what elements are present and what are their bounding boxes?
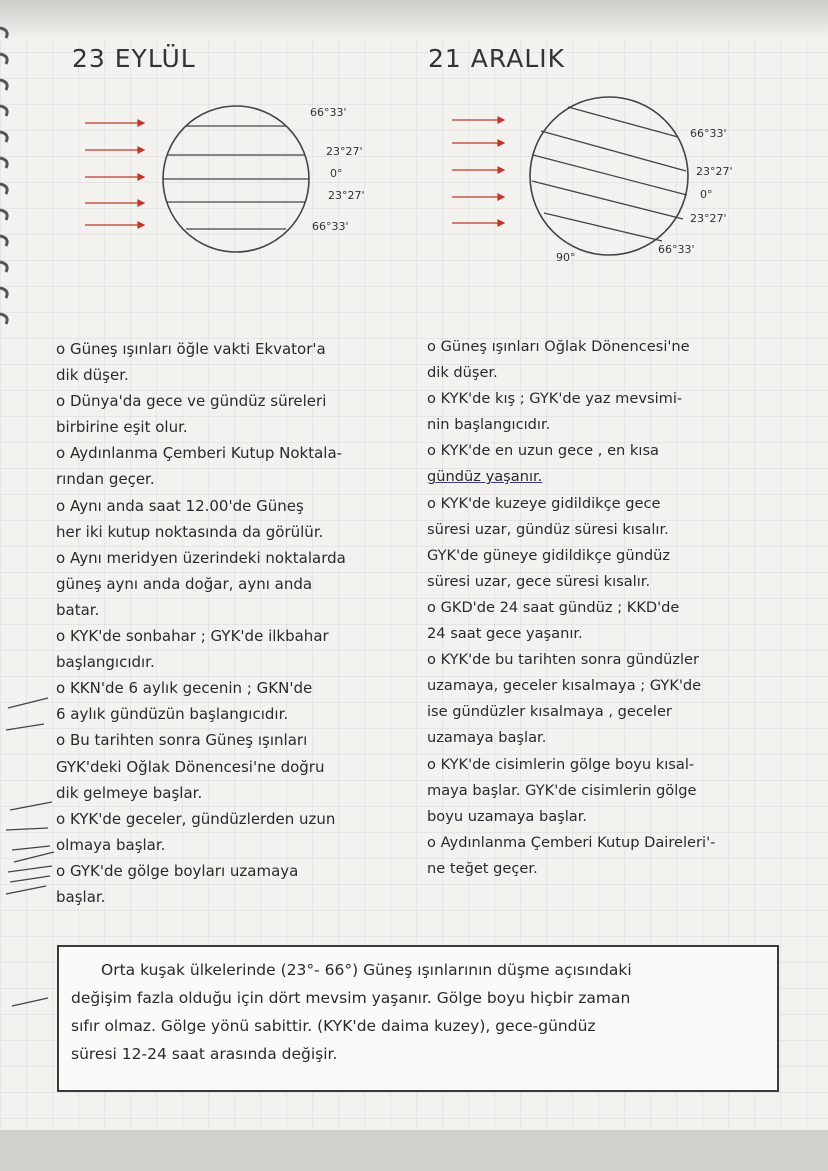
summary-line: Orta kuşak ülkelerinde (23°- 66°) Güneş ışınlarının düşme açısındaki	[101, 961, 632, 979]
title-23-eylul: 23 EYLÜL	[72, 44, 196, 73]
note-line: başlar.	[56, 887, 106, 906]
note-line: o KYK'de kuzeye gidildikçe gece	[427, 494, 661, 512]
note-line: ne teğet geçer.	[427, 859, 538, 877]
note-line: o KYK'de sonbahar ; GYK'de ilkbahar	[56, 627, 329, 646]
lat-label: 23°27'	[696, 165, 733, 178]
earth-circle	[530, 97, 688, 255]
note-line: o KKN'de 6 aylık gecenin ; GKN'de	[56, 679, 313, 698]
note-line: o Bu tarihten sonra Güneş ışınları	[56, 731, 308, 750]
note-line: nin başlangıcıdır.	[427, 416, 551, 434]
lat-label: 66°33'	[312, 220, 349, 233]
lat-label: 0°	[700, 188, 713, 201]
note-line: o KYK'de en uzun gece , en kısa	[427, 442, 659, 460]
note-line: o Aydınlanma Çemberi Kutup Noktala-	[56, 444, 343, 463]
note-line: GYK'de güneye gidildikçe gündüz	[427, 546, 670, 564]
note-line: o Güneş ışınları öğle vakti Ekvator'a	[56, 340, 326, 358]
lat-label: 66°33'	[690, 127, 727, 140]
note-line: GYK'deki Oğlak Dönencesi'ne doğru	[56, 757, 325, 776]
lat-label: 23°27'	[326, 145, 363, 158]
equinox-diagram	[80, 95, 400, 280]
solstice-diagram	[440, 85, 780, 275]
note-line: o KYK'de geceler, gündüzlerden uzun	[56, 809, 336, 828]
note-line: her iki kutup noktasında da görülür.	[56, 522, 324, 541]
lat-label: 23°27'	[690, 212, 727, 225]
spiral-binding	[0, 20, 22, 340]
note-line: o KYK'de cisimlerin gölge boyu kısal-	[427, 755, 695, 773]
note-line: 24 saat gece yaşanır.	[427, 625, 583, 643]
note-line: uzamaya, geceler kısalmaya ; GYK'de	[427, 677, 702, 695]
note-line: süresi uzar, gece süresi kısalır.	[427, 572, 651, 590]
note-line: süresi uzar, gündüz süresi kısalır.	[427, 520, 669, 538]
summary-line: süresi 12-24 saat arasında değişir.	[71, 1045, 338, 1063]
note-line: batar.	[56, 600, 100, 619]
note-line: o Dünya'da gece ve gündüz süreleri	[56, 392, 327, 411]
note-line: rından geçer.	[56, 470, 155, 489]
note-line: dik düşer.	[56, 366, 129, 385]
note-line: o GYK'de gölge boyları uzamaya	[56, 861, 299, 880]
page-bottom-edge	[0, 1130, 828, 1171]
summary-line: değişim fazla olduğu için dört mevsim yaşanır. Gölge boyu hiçbir zaman	[71, 989, 631, 1007]
latitude-lines	[532, 107, 687, 241]
note-line: o GKD'de 24 saat gündüz ; KKD'de	[427, 598, 680, 616]
note-line: güneş aynı anda doğar, aynı anda	[56, 574, 313, 593]
note-line: uzamaya başlar.	[427, 729, 547, 747]
note-line: dik gelmeye başlar.	[56, 783, 203, 802]
note-line: dik düşer.	[427, 364, 498, 382]
title-21-aralik: 21 ARALIK	[428, 44, 566, 73]
lat-label: 23°27'	[328, 189, 365, 202]
summary-note-box	[57, 945, 779, 1092]
lat-label: 66°33'	[310, 106, 347, 119]
right-notes	[427, 334, 807, 882]
note-line: o KYK'de kış ; GYK'de yaz mevsimi-	[427, 390, 683, 408]
note-line: o KYK'de bu tarihten sonra gündüzler	[427, 651, 700, 669]
note-line: gündüz yaşanır.	[427, 468, 543, 486]
lat-label: 66°33'	[658, 243, 695, 256]
note-line: o Aydınlanma Çemberi Kutup Daireleri'-	[427, 833, 716, 851]
page-top-shadow	[0, 0, 828, 40]
note-line: o Aynı anda saat 12.00'de Güneş	[56, 496, 304, 515]
sun-rays	[85, 120, 144, 228]
latitude-lines	[163, 126, 309, 229]
note-line: o Aynı meridyen üzerindeki noktalarda	[56, 548, 346, 567]
note-line: maya başlar. GYK'de cisimlerin gölge	[427, 781, 697, 799]
note-line: başlangıcıdır.	[56, 653, 155, 672]
lat-label: 0°	[330, 167, 343, 180]
note-line: o Güneş ışınları Oğlak Dönencesi'ne	[427, 338, 690, 355]
margin-pencil-marks	[0, 680, 60, 1030]
pole-label: 90°	[556, 251, 576, 264]
summary-line: sıfır olmaz. Gölge yönü sabittir. (KYK'de daima kuzey), gece-gündüz	[71, 1017, 596, 1035]
note-line: ise gündüzler kısalmaya , geceler	[427, 703, 672, 721]
note-line: 6 aylık gündüzün başlangıcıdır.	[56, 705, 289, 724]
sun-rays	[452, 117, 504, 226]
note-line: olmaya başlar.	[56, 835, 166, 854]
note-line: birbirine eşit olur.	[56, 418, 188, 437]
note-line: boyu uzamaya başlar.	[427, 807, 588, 825]
left-notes	[56, 336, 416, 910]
